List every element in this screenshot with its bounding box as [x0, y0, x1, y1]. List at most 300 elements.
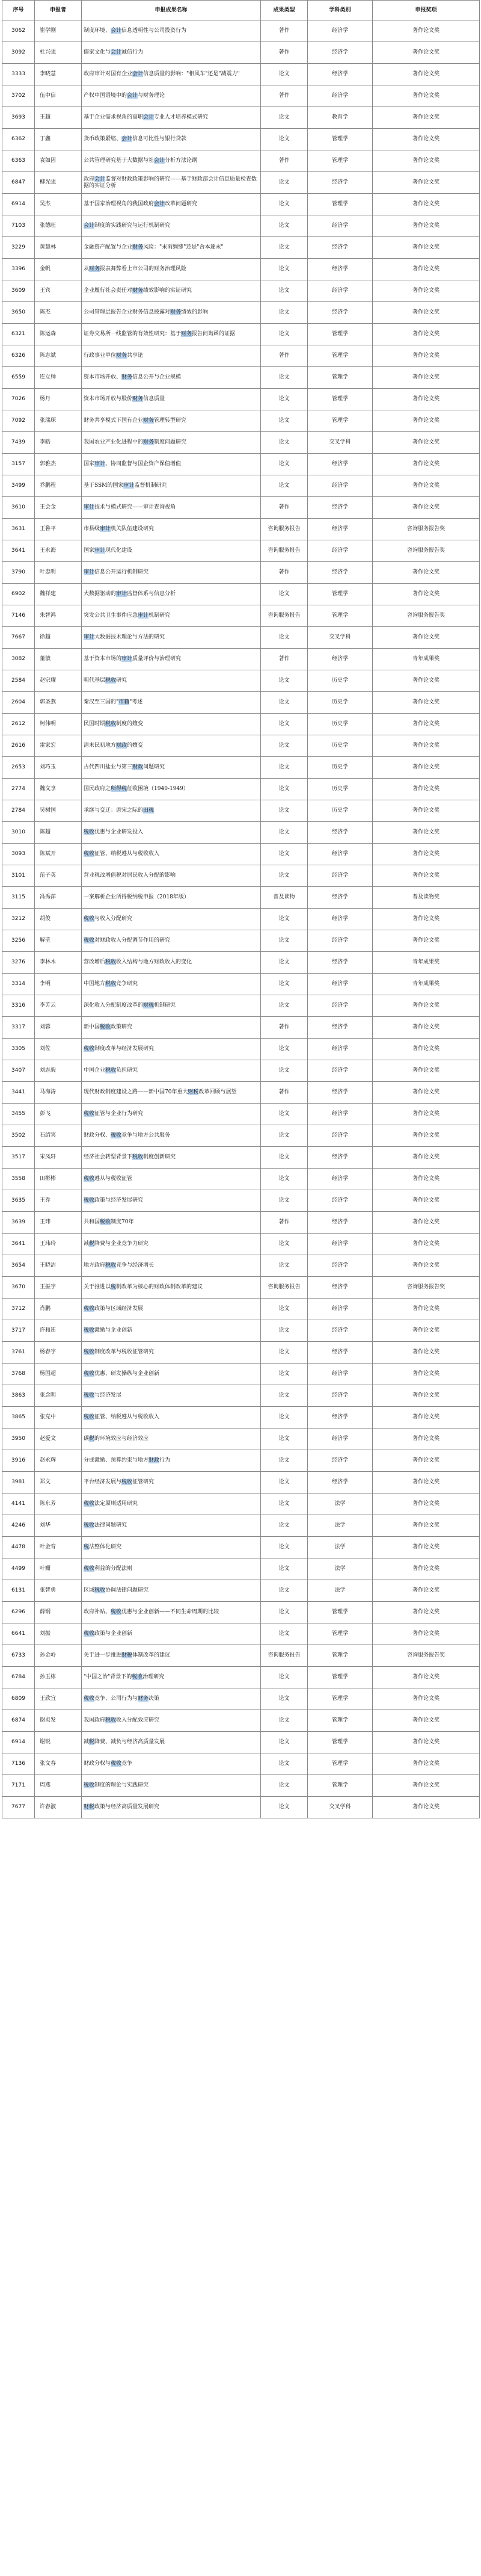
title-highlight: 税收 [105, 1262, 117, 1268]
row-title [82, 562, 261, 584]
title-text: 竞争、公司行为与 [94, 1696, 138, 1702]
row-subject: 经济学 [308, 237, 373, 259]
title-text: 突发公共卫生事件应急 [84, 613, 138, 619]
title-text: 降费与企业竞争力研究 [94, 1241, 149, 1247]
row-id: 3092 [2, 42, 35, 64]
row-title [82, 1558, 261, 1580]
row-type: 论文 [261, 1234, 308, 1255]
title-highlight: 税收 [84, 1566, 95, 1572]
row-id: 3314 [2, 974, 35, 995]
table-row [2, 345, 480, 367]
title-text: 的环境效应与经济效应 [94, 1436, 149, 1442]
row-title [82, 129, 261, 150]
row-title [82, 1797, 261, 1818]
title-text: 我国政府 [84, 1717, 106, 1723]
row-applicant: 刘蓉 [35, 1017, 82, 1039]
table-row [2, 1493, 480, 1515]
row-id: 3115 [2, 887, 35, 909]
title-highlight: 税收 [105, 1717, 117, 1723]
row-type: 论文 [261, 952, 308, 974]
row-type: 论文 [261, 1320, 308, 1342]
row-title [82, 692, 261, 714]
row-id: 2784 [2, 800, 35, 822]
title-text: 平台经济发展与 [84, 1479, 122, 1485]
row-id: 7171 [2, 1775, 35, 1797]
title-highlight: 审计 [84, 504, 95, 510]
title-text: 政策与经济高质量发展研究 [94, 1804, 160, 1810]
row-applicant: 袁如因 [35, 150, 82, 172]
title-text: 制度问题研究 [154, 439, 187, 445]
title-text: 协同监督与国企资产保值增值 [111, 461, 182, 467]
row-type: 论文 [261, 1364, 308, 1385]
row-award: 著作论文奖 [373, 757, 480, 779]
title-text: 竞争 [121, 1761, 133, 1767]
title-text: 收入分配效应研究 [116, 1717, 160, 1723]
title-highlight: 税收 [84, 851, 95, 857]
row-applicant: 雷家宏 [35, 735, 82, 757]
row-subject: 管理学 [308, 1732, 373, 1753]
row-subject: 经济学 [308, 1385, 373, 1407]
row-award: 著作论文奖 [373, 909, 480, 930]
row-type: 论文 [261, 714, 308, 735]
row-award: 著作论文奖 [373, 20, 480, 42]
title-text: 金融资产配置与企业 [84, 244, 133, 250]
row-applicant: 王玮 [35, 1212, 82, 1234]
row-title [82, 1688, 261, 1710]
table-row [2, 259, 480, 280]
row-id: 6641 [2, 1623, 35, 1645]
row-id: 6296 [2, 1602, 35, 1623]
title-text: 行为 [159, 1457, 171, 1463]
row-type: 论文 [261, 1147, 308, 1169]
table-row [2, 1775, 480, 1797]
row-applicant: 刘志毅 [35, 1060, 82, 1082]
title-text: 共和国 [84, 1219, 100, 1225]
row-applicant: 陈志斌 [35, 345, 82, 367]
title-text: 政府 [84, 176, 95, 182]
row-id: 3865 [2, 1407, 35, 1429]
row-id: 6321 [2, 324, 35, 345]
title-highlight: 会计 [154, 158, 165, 164]
title-highlight: 会计 [111, 49, 122, 55]
row-subject: 经济学 [308, 649, 373, 670]
row-applicant: 张瑞琛 [35, 410, 82, 432]
row-type: 论文 [261, 1515, 308, 1537]
row-id: 3062 [2, 20, 35, 42]
row-type: 论文 [261, 1385, 308, 1407]
row-award: 著作论文奖 [373, 1190, 480, 1212]
title-text: 机制研究 [154, 1002, 176, 1008]
row-subject: 管理学 [308, 194, 373, 215]
title-text: 竞争研究 [116, 981, 138, 987]
row-title [82, 1515, 261, 1537]
row-award: 咨询服务报告奖 [373, 1645, 480, 1667]
title-highlight: 会计 [121, 136, 133, 142]
row-id: 7103 [2, 215, 35, 237]
row-applicant: 李晓慧 [35, 64, 82, 85]
row-award: 著作论文奖 [373, 129, 480, 150]
row-award: 著作论文奖 [373, 1667, 480, 1688]
title-highlight: 税收 [84, 1046, 95, 1052]
row-type: 论文 [261, 1299, 308, 1320]
row-type: 论文 [261, 1602, 308, 1623]
row-id: 3693 [2, 107, 35, 129]
row-title [82, 107, 261, 129]
table-row [2, 1797, 480, 1818]
table-row [2, 497, 480, 519]
row-type: 论文 [261, 1775, 308, 1797]
row-title [82, 844, 261, 865]
row-award: 著作论文奖 [373, 562, 480, 584]
row-title [82, 367, 261, 389]
table-row [2, 865, 480, 887]
title-text: 征收困境（1940-1949） [127, 786, 189, 792]
row-applicant: 乔鹏程 [35, 475, 82, 497]
title-text: 财政分权、 [84, 1132, 111, 1138]
title-highlight: 税收 [105, 959, 117, 965]
row-type: 论文 [261, 237, 308, 259]
row-type: 论文 [261, 800, 308, 822]
row-subject: 历史学 [308, 670, 373, 692]
title-text: 承继与变迁：唐宋之际的 [84, 808, 144, 814]
row-title [82, 85, 261, 107]
row-title [82, 1017, 261, 1039]
row-title [82, 20, 261, 42]
row-id: 2616 [2, 735, 35, 757]
row-title [82, 1710, 261, 1732]
title-text: 货币政策紧缩、 [84, 136, 122, 142]
title-text: 大数据技术理论与方法的研究 [94, 634, 165, 640]
title-text: 证券交易所一线监管的有效性研究：基于 [84, 331, 182, 337]
row-award: 著作论文奖 [373, 1580, 480, 1602]
row-id: 3916 [2, 1450, 35, 1472]
row-type: 论文 [261, 1558, 308, 1580]
row-id: 6559 [2, 367, 35, 389]
title-text: 信息公开运行机制研究 [94, 569, 149, 575]
title-highlight: 税收 [84, 1306, 95, 1312]
row-title [82, 1039, 261, 1060]
row-award: 著作论文奖 [373, 800, 480, 822]
title-highlight: 税 [89, 1436, 95, 1442]
row-applicant: 李芳云 [35, 995, 82, 1017]
table-row [2, 1515, 480, 1537]
row-type: 论文 [261, 389, 308, 410]
row-award: 著作论文奖 [373, 1125, 480, 1147]
row-id: 3441 [2, 1082, 35, 1104]
row-type: 论文 [261, 1450, 308, 1472]
title-highlight: 财务 [132, 244, 144, 250]
title-highlight: 财务 [181, 331, 192, 337]
row-id: 3502 [2, 1125, 35, 1147]
title-highlight: 税收 [100, 1024, 111, 1030]
row-type: 论文 [261, 194, 308, 215]
row-id: 3650 [2, 302, 35, 324]
title-text: 优惠与企业研发投入 [94, 829, 144, 835]
table-row [2, 1169, 480, 1190]
title-highlight: 税收 [132, 1674, 143, 1680]
row-award: 普及读物奖 [373, 887, 480, 909]
table-row [2, 735, 480, 757]
row-subject: 经济学 [308, 822, 373, 844]
title-text: 新中国 [84, 1024, 100, 1030]
title-text: 竞争与地方公共服务 [121, 1132, 171, 1138]
title-text: 竞争与经济增长 [116, 1262, 155, 1268]
title-text: 法整体化研究 [89, 1544, 122, 1550]
row-subject: 经济学 [308, 302, 373, 324]
row-subject: 历史学 [308, 714, 373, 735]
row-id: 6784 [2, 1667, 35, 1688]
title-highlight: 会计 [111, 28, 122, 34]
row-applicant: 金帆 [35, 259, 82, 280]
title-highlight: 税收 [111, 1609, 122, 1615]
row-award: 著作论文奖 [373, 1017, 480, 1039]
title-text: 质量评价与治理研究 [132, 656, 182, 662]
row-title [82, 1450, 261, 1472]
title-text: 政府补贴、 [84, 1609, 111, 1615]
row-type: 论文 [261, 1104, 308, 1125]
row-type: 论文 [261, 1429, 308, 1450]
row-type: 著作 [261, 42, 308, 64]
row-type: 著作 [261, 1212, 308, 1234]
row-subject: 经济学 [308, 1082, 373, 1104]
row-id: 3101 [2, 865, 35, 887]
row-type: 论文 [261, 822, 308, 844]
title-text: 政策与企业创新 [94, 1631, 133, 1637]
table-row [2, 1537, 480, 1558]
row-award: 著作论文奖 [373, 1558, 480, 1580]
row-type: 论文 [261, 909, 308, 930]
row-title [82, 302, 261, 324]
row-subject: 经济学 [308, 1212, 373, 1234]
title-text: 信息质量的影响："相风车"还是"减震力" [143, 71, 240, 77]
row-type: 论文 [261, 692, 308, 714]
row-award: 著作论文奖 [373, 367, 480, 389]
table-row [2, 1645, 480, 1667]
row-type: 论文 [261, 779, 308, 800]
row-award: 著作论文奖 [373, 497, 480, 519]
row-award: 著作论文奖 [373, 1710, 480, 1732]
row-award: 著作论文奖 [373, 1104, 480, 1125]
row-subject: 法学 [308, 1515, 373, 1537]
title-text: 信息公开与企业规模 [132, 374, 182, 380]
row-award: 著作论文奖 [373, 432, 480, 454]
row-type: 论文 [261, 1688, 308, 1710]
row-applicant: 徐超 [35, 627, 82, 649]
row-subject: 经济学 [308, 1320, 373, 1342]
title-text: 一案解析企业所得税纳税申报（2018年版） [84, 894, 189, 900]
row-title [82, 1493, 261, 1515]
row-id: 3761 [2, 1342, 35, 1364]
row-award: 著作论文奖 [373, 1515, 480, 1537]
title-text: 中国地方 [84, 981, 106, 987]
title-text: 问题研究 [143, 764, 165, 770]
title-highlight: 税收 [121, 1479, 133, 1485]
row-applicant: 郑文 [35, 1472, 82, 1493]
row-award: 著作论文奖 [373, 172, 480, 194]
row-type: 论文 [261, 865, 308, 887]
row-award: 青年成果奖 [373, 952, 480, 974]
title-highlight: 税收 [84, 1327, 95, 1333]
table-row [2, 1039, 480, 1060]
row-award: 著作论文奖 [373, 259, 480, 280]
title-text: 制度改革与税收征管研究 [94, 1349, 155, 1355]
row-subject: 经济学 [308, 259, 373, 280]
row-award: 著作论文奖 [373, 1082, 480, 1104]
row-id: 3639 [2, 1212, 35, 1234]
title-text: 机关队伍建设研究 [111, 526, 155, 532]
row-applicant: 伍中信 [35, 85, 82, 107]
row-applicant: 刘巧玉 [35, 757, 82, 779]
row-applicant: 连立帅 [35, 367, 82, 389]
row-id: 6131 [2, 1580, 35, 1602]
row-id: 3317 [2, 1017, 35, 1039]
title-highlight: 税收 [111, 1761, 122, 1767]
row-title [82, 1537, 261, 1558]
title-text: 监督机制研究 [134, 483, 167, 489]
row-title [82, 345, 261, 367]
row-id: 3609 [2, 280, 35, 302]
title-text: 与经济发展 [94, 1392, 122, 1398]
row-subject: 经济学 [308, 974, 373, 995]
title-text: 资本市场开放、 [84, 374, 122, 380]
title-highlight: 审计 [116, 591, 127, 597]
row-type: 论文 [261, 1493, 308, 1515]
row-subject: 经济学 [308, 995, 373, 1017]
row-title [82, 1667, 261, 1688]
title-text: 制度的实践研究与运行机制研究 [94, 223, 171, 229]
row-id: 3229 [2, 237, 35, 259]
row-title [82, 150, 261, 172]
row-award: 著作论文奖 [373, 1364, 480, 1385]
row-id: 3010 [2, 822, 35, 844]
row-title [82, 1082, 261, 1104]
title-text: 专业人才培养模式研究 [154, 114, 209, 120]
row-award: 著作论文奖 [373, 1407, 480, 1429]
row-id: 3790 [2, 562, 35, 584]
row-type: 咨询服务报告 [261, 605, 308, 627]
row-type: 著作 [261, 1082, 308, 1104]
title-highlight: 税收 [84, 1371, 95, 1377]
row-applicant: 张念明 [35, 1385, 82, 1407]
row-subject: 经济学 [308, 475, 373, 497]
title-text: 关于进一步推进 [84, 1652, 122, 1658]
row-applicant: 彭飞 [35, 1104, 82, 1125]
title-text: 制度的嬗变 [116, 721, 144, 727]
row-applicant: 陈运森 [35, 324, 82, 345]
row-subject: 法学 [308, 1493, 373, 1515]
row-type: 论文 [261, 735, 308, 757]
table-row [2, 930, 480, 952]
table-row [2, 757, 480, 779]
row-id: 7439 [2, 432, 35, 454]
row-type: 论文 [261, 172, 308, 194]
table-row [2, 584, 480, 605]
table-row [2, 1602, 480, 1623]
row-applicant: 胡俊 [35, 909, 82, 930]
row-subject: 经济学 [308, 1125, 373, 1147]
row-applicant: 赵永辉 [35, 1450, 82, 1472]
row-award: 咨询服务报告奖 [373, 605, 480, 627]
row-applicant: 谢锐 [35, 1732, 82, 1753]
row-title [82, 1169, 261, 1190]
row-subject: 管理学 [308, 1602, 373, 1623]
row-award: 著作论文奖 [373, 85, 480, 107]
row-type: 著作 [261, 497, 308, 519]
row-award: 著作论文奖 [373, 237, 480, 259]
row-subject: 管理学 [308, 1753, 373, 1775]
title-text: 分析方法论纲 [165, 158, 198, 164]
row-award: 著作论文奖 [373, 215, 480, 237]
row-id: 2604 [2, 692, 35, 714]
title-highlight: 所得税 [111, 786, 127, 792]
title-text: 深化收入分配制度改革的 [84, 1002, 144, 1008]
row-applicant: 解莹 [35, 930, 82, 952]
table-row [2, 974, 480, 995]
title-highlight: 财务 [121, 374, 133, 380]
table-row [2, 562, 480, 584]
row-title [82, 389, 261, 410]
row-type: 论文 [261, 584, 308, 605]
row-applicant: 柳光强 [35, 172, 82, 194]
row-award: 著作论文奖 [373, 670, 480, 692]
row-title [82, 974, 261, 995]
title-highlight: 审计 [100, 526, 111, 532]
row-subject: 经济学 [308, 887, 373, 909]
title-text: 决策 [149, 1696, 160, 1702]
row-title [82, 1385, 261, 1407]
row-type: 论文 [261, 627, 308, 649]
table-row [2, 1688, 480, 1710]
row-applicant: 许春淑 [35, 1797, 82, 1818]
row-award: 著作论文奖 [373, 1602, 480, 1623]
row-type: 论文 [261, 670, 308, 692]
row-applicant: 张文春 [35, 1753, 82, 1775]
row-type: 著作 [261, 1017, 308, 1039]
row-award: 著作论文奖 [373, 475, 480, 497]
row-type: 论文 [261, 1753, 308, 1775]
title-text: 中国企业 [84, 1067, 106, 1073]
row-title [82, 1775, 261, 1797]
row-title [82, 1255, 261, 1277]
title-text: 遵从与税收征管 [94, 1176, 133, 1182]
row-award: 著作论文奖 [373, 865, 480, 887]
title-highlight: 税收 [100, 1219, 111, 1225]
title-text: 与收入分配研究 [94, 916, 133, 922]
table-row [2, 1753, 480, 1775]
row-award: 著作论文奖 [373, 150, 480, 172]
row-award: 著作论文奖 [373, 345, 480, 367]
title-highlight: 税收 [105, 721, 117, 727]
row-award: 著作论文奖 [373, 1039, 480, 1060]
row-id: 3256 [2, 930, 35, 952]
row-id: 3670 [2, 1277, 35, 1299]
row-award: 著作论文奖 [373, 1429, 480, 1450]
row-id: 3157 [2, 454, 35, 475]
row-award: 著作论文奖 [373, 1775, 480, 1797]
title-text: 财政分权与 [84, 1761, 111, 1767]
row-type: 论文 [261, 1169, 308, 1190]
award-table [2, 0, 480, 1818]
row-subject: 经济学 [308, 540, 373, 562]
title-text: 基于资本市场的 [84, 656, 122, 662]
row-award: 著作论文奖 [373, 194, 480, 215]
row-id: 3212 [2, 909, 35, 930]
table-row [2, 475, 480, 497]
title-text: 财务共享模式下国有企业 [84, 418, 144, 424]
row-type: 论文 [261, 1039, 308, 1060]
table-row [2, 367, 480, 389]
title-text: 国民政府之 [84, 786, 111, 792]
